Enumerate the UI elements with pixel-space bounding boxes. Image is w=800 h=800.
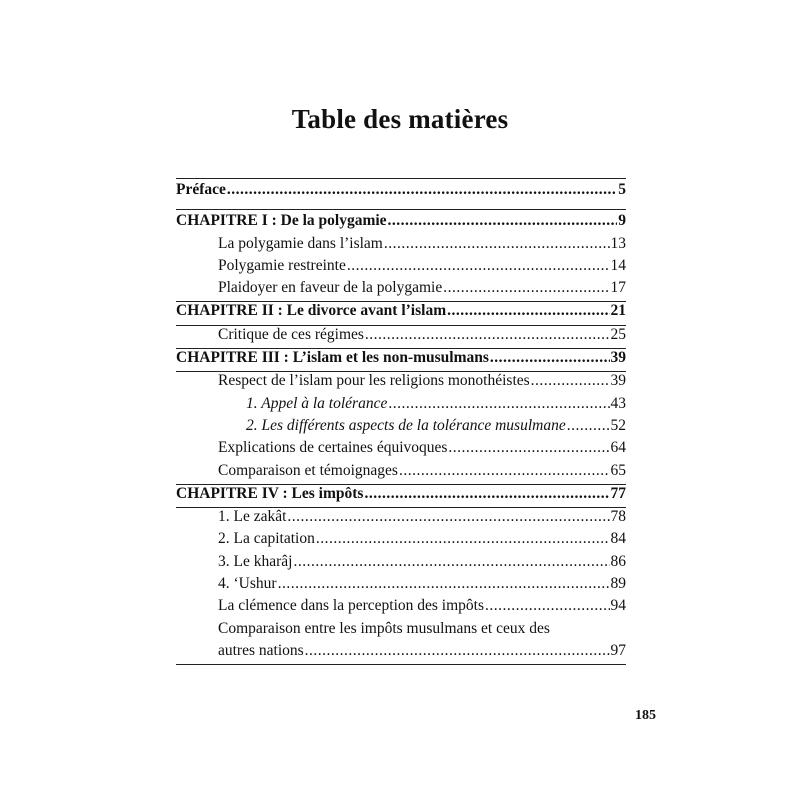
- toc-page: 86: [610, 552, 626, 570]
- toc-label: La polygamie dans l’islam: [218, 234, 383, 252]
- toc-entry-chapter-2: [176, 302, 626, 324]
- toc-entry: [176, 642, 626, 664]
- toc-page: 5: [618, 181, 626, 198]
- toc-page: 39: [610, 372, 626, 390]
- leader-dots: [531, 372, 610, 390]
- toc-page: 17: [610, 279, 626, 297]
- toc-entry-chapter-1: [176, 212, 626, 234]
- leader-dots: [448, 439, 609, 457]
- toc-entry: [176, 395, 626, 417]
- toc-label: Plaidoyer en faveur de la polygamie: [218, 279, 443, 297]
- toc-label: Critique de ces régimes: [218, 325, 364, 343]
- leader-dots: [443, 279, 609, 297]
- toc-label: autres nations: [218, 641, 304, 659]
- table-of-contents: [176, 178, 626, 665]
- toc-entry: [176, 553, 626, 575]
- toc-page: 97: [610, 641, 626, 659]
- toc-label: 2. La capitation: [218, 530, 315, 548]
- toc-page: 43: [610, 394, 626, 412]
- toc-page: 89: [610, 575, 626, 593]
- toc-entry: [176, 417, 626, 439]
- toc-entry: [176, 575, 626, 597]
- toc-page: 13: [610, 234, 626, 252]
- toc-page: 14: [610, 256, 626, 274]
- toc-entry-chapter-4: [176, 485, 626, 507]
- leader-dots: [227, 181, 617, 199]
- leader-dots: [305, 642, 610, 660]
- toc-label: Explications de certaines équivoques: [218, 439, 448, 457]
- toc-entry: [176, 372, 626, 394]
- toc-label: CHAPITRE I : De la polygamie: [176, 212, 387, 230]
- leader-dots: [364, 485, 609, 503]
- leader-dots: [399, 462, 610, 480]
- toc-entry: [176, 235, 626, 257]
- leader-dots: [384, 235, 610, 253]
- toc-label: CHAPITRE II : Le divorce avant l’islam: [176, 302, 447, 320]
- divider: [176, 178, 626, 179]
- leader-dots: [287, 508, 609, 526]
- leader-dots: [278, 575, 610, 593]
- toc-entry: [176, 257, 626, 279]
- toc-label: 4. ‘Ushur: [218, 575, 277, 593]
- leader-dots: [347, 257, 610, 275]
- toc-entry: [176, 508, 626, 530]
- toc-page: 78: [610, 508, 626, 526]
- toc-entry: [176, 439, 626, 461]
- page-title: Table des matières: [291, 104, 509, 134]
- toc-label: 1. Appel à la tolérance: [246, 394, 388, 412]
- toc-page: 39: [610, 349, 626, 367]
- toc-page: 52: [610, 416, 626, 434]
- toc-label: La clémence dans la perception des impôts: [218, 597, 484, 615]
- toc-label: 2. Les différents aspects de la tolérance musulmane: [246, 416, 566, 434]
- toc-entry: [176, 597, 626, 619]
- leader-dots: [447, 302, 609, 320]
- divider: [176, 209, 626, 210]
- toc-label: 1. Le zakât: [218, 508, 287, 526]
- leader-dots: [388, 395, 609, 413]
- toc-entry: [176, 530, 626, 552]
- toc-label: Comparaison et témoignages: [218, 461, 398, 479]
- toc-entry-wrapped-line: Comparaison entre les impôts musulmans et ceux des: [218, 619, 550, 637]
- toc-page: 64: [610, 439, 626, 457]
- toc-page: 65: [610, 461, 626, 479]
- leader-dots: [388, 212, 618, 230]
- toc-label: Polygamie restreinte: [218, 256, 346, 274]
- toc-page: 25: [610, 325, 626, 343]
- toc-label: Respect de l’islam pour les religions monothéistes: [218, 372, 530, 390]
- leader-dots: [567, 417, 610, 435]
- toc-entry-preface: [176, 181, 626, 203]
- leader-dots: [485, 597, 610, 615]
- toc-entry: [176, 279, 626, 301]
- leader-dots: [316, 530, 610, 548]
- toc-label: 3. Le kharâj: [218, 552, 293, 570]
- leader-dots: [490, 349, 610, 367]
- leader-dots: [293, 553, 609, 571]
- toc-entry-chapter-3: [176, 349, 626, 371]
- toc-page: 94: [610, 597, 626, 615]
- toc-page: 77: [610, 484, 626, 502]
- toc-label: Préface: [176, 181, 226, 198]
- page-number: 185: [635, 708, 656, 723]
- toc-label: CHAPITRE III : L’islam et les non-musulmans: [176, 349, 489, 367]
- toc-page: 84: [610, 530, 626, 548]
- toc-page: 9: [618, 212, 626, 230]
- leader-dots: [365, 326, 610, 344]
- divider: [176, 664, 626, 665]
- toc-page: 21: [610, 302, 626, 320]
- toc-label: CHAPITRE IV : Les impôts: [176, 484, 364, 502]
- toc-entry: [176, 462, 626, 484]
- toc-entry: [176, 326, 626, 348]
